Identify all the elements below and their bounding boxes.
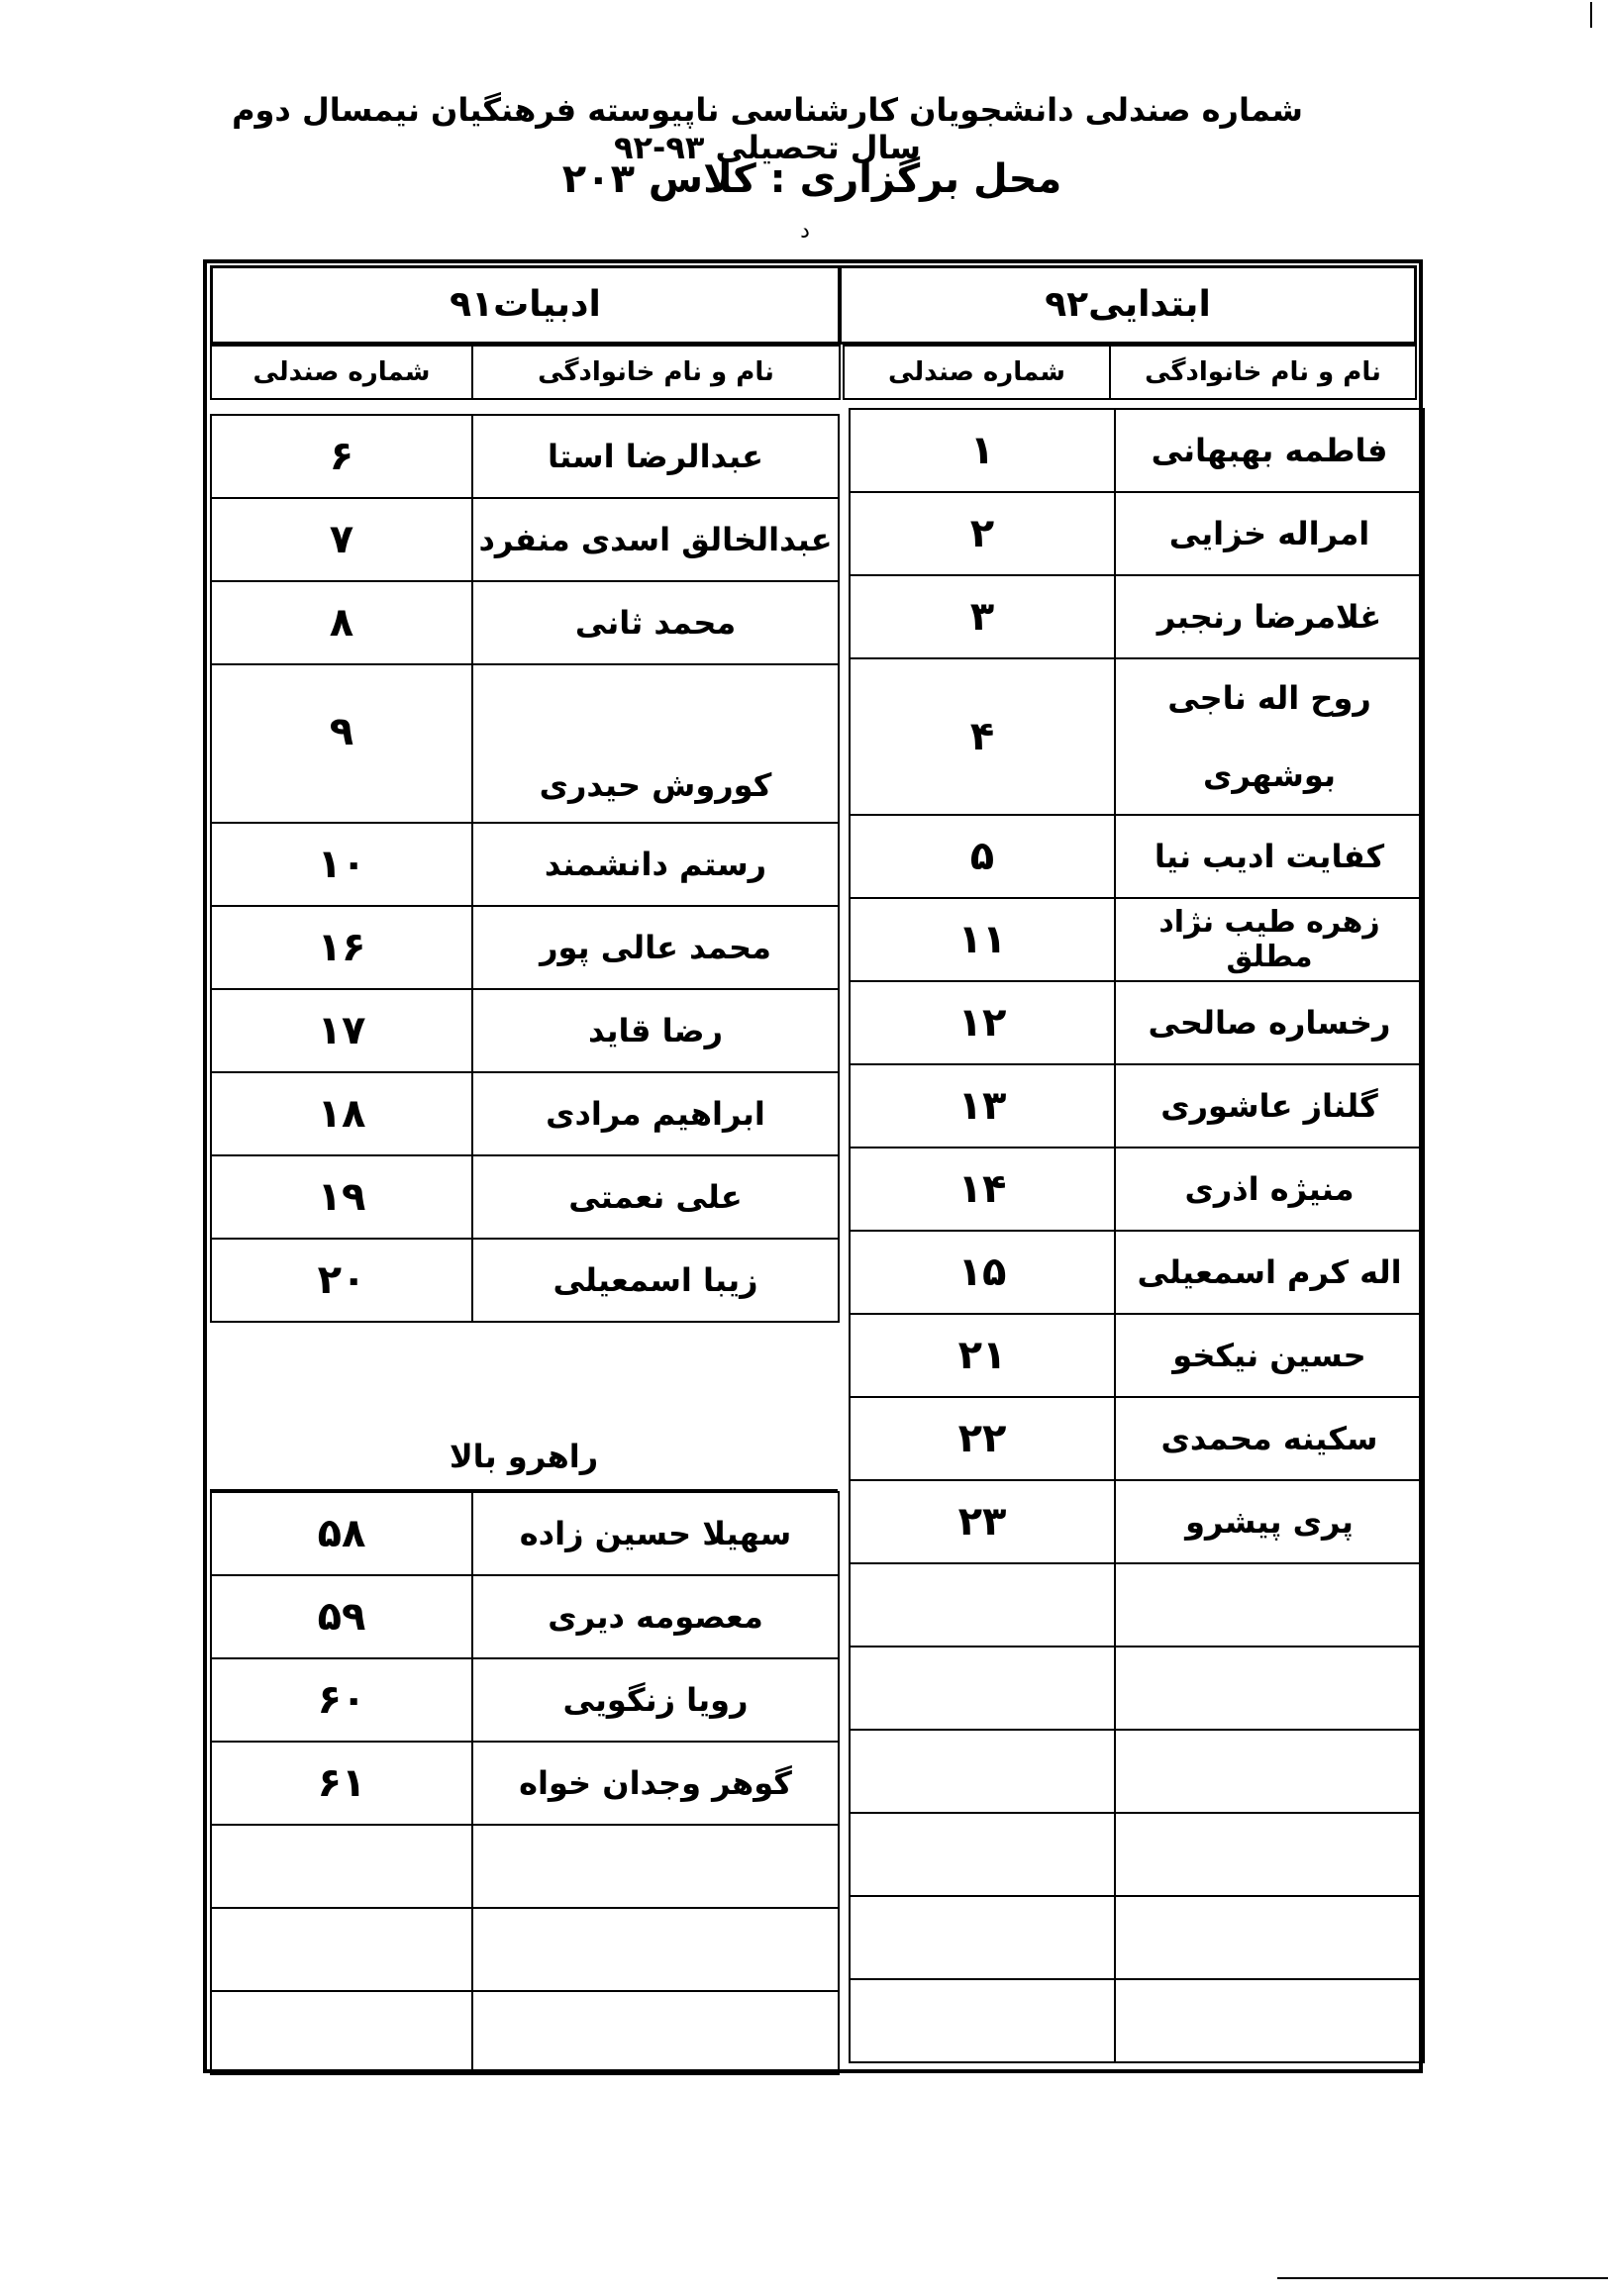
left-group-table-after-corridor	[210, 1491, 840, 2075]
table-row	[211, 581, 839, 664]
student-name: کوروش حیدری	[472, 664, 839, 823]
seat-number: ۲۳	[850, 1480, 1115, 1563]
table-row	[211, 1658, 839, 1742]
student-name: زهره طیب نژاد مطلق	[1115, 898, 1424, 981]
table-row	[850, 1148, 1424, 1231]
table-row	[850, 1314, 1424, 1397]
student-name: عبدالرضا استا	[472, 415, 839, 498]
table-row	[211, 1575, 839, 1658]
seat-number: ۲	[850, 492, 1115, 575]
right-col-name-header: نام و نام خانوادگی	[1109, 345, 1417, 400]
student-name: سهیلا حسین زاده	[472, 1492, 839, 1575]
empty-cell	[1115, 1813, 1424, 1896]
seat-number: ۱۷	[211, 989, 472, 1072]
empty-cell	[850, 1896, 1115, 1979]
seat-number: ۱۶	[211, 906, 472, 989]
empty-row	[850, 1896, 1424, 1979]
empty-cell	[850, 1979, 1115, 2062]
seat-number: ۶۱	[211, 1742, 472, 1825]
seat-number: ۳	[850, 575, 1115, 658]
student-name: گلناز عاشوری	[1115, 1064, 1424, 1148]
student-name: رستم دانشمند	[472, 823, 839, 906]
empty-row	[850, 1563, 1424, 1647]
left-col-seat-header: شماره صندلی	[210, 345, 473, 400]
right-group-header: ابتدایی۹۲	[839, 265, 1417, 345]
empty-row	[850, 1813, 1424, 1896]
empty-cell	[211, 1991, 472, 2074]
table-row	[211, 1492, 839, 1575]
student-name: علی نعمتی	[472, 1155, 839, 1239]
table-row	[211, 989, 839, 1072]
seat-number: ۱۰	[211, 823, 472, 906]
student-name: محمد ثانی	[472, 581, 839, 664]
empty-row	[850, 1647, 1424, 1730]
table-row	[211, 906, 839, 989]
scan-mark	[1590, 2, 1592, 28]
empty-cell	[472, 1825, 839, 1908]
student-name: سکینه محمدی	[1115, 1397, 1424, 1480]
seat-number: ۸	[211, 581, 472, 664]
empty-row	[850, 1979, 1424, 2062]
left-group-table	[210, 414, 840, 1323]
seat-number: ۱۲	[850, 981, 1115, 1064]
student-name: رضا قاید	[472, 989, 839, 1072]
student-name: رخساره صالحی	[1115, 981, 1424, 1064]
empty-cell	[211, 1825, 472, 1908]
page-title: شماره صندلی دانشجویان کارشناسی ناپیوسته فرهنگیان نیمسال دوم سال تحصیلی ۹۳-۹۲	[232, 91, 1303, 166]
seat-number: ۴	[850, 658, 1115, 815]
seat-number: ۶۰	[211, 1658, 472, 1742]
table-row	[850, 898, 1424, 981]
corridor-label: راهرو بالا	[210, 1327, 838, 1491]
table-row	[211, 664, 839, 823]
table-row	[850, 1231, 1424, 1314]
table-row	[850, 658, 1424, 815]
seat-number: ۱۸	[211, 1072, 472, 1155]
student-name: غلامرضا رنجبر	[1115, 575, 1424, 658]
seat-number: ۱۴	[850, 1148, 1115, 1231]
student-name: معصومه دیری	[472, 1575, 839, 1658]
student-name: روح اله ناجی بوشهری	[1115, 658, 1424, 815]
student-name: زیبا اسمعیلی	[472, 1239, 839, 1322]
subtitle-text: محل برگزاری : کلاس ۲۰۳	[561, 156, 1062, 202]
table-row	[211, 1072, 839, 1155]
seat-number: ۷	[211, 498, 472, 581]
seat-number: ۵۸	[211, 1492, 472, 1575]
empty-cell	[472, 1908, 839, 1991]
empty-cell	[1115, 1896, 1424, 1979]
seat-number: ۹	[211, 664, 472, 823]
table-row	[850, 1064, 1424, 1148]
table-row	[850, 1397, 1424, 1480]
student-name: رویا زنگویی	[472, 1658, 839, 1742]
student-name: ابراهیم مرادی	[472, 1072, 839, 1155]
student-name: اله کرم اسمعیلی	[1115, 1231, 1424, 1314]
table-row	[850, 409, 1424, 492]
empty-cell	[211, 1908, 472, 1991]
table-row	[211, 415, 839, 498]
student-name: عبدالخالق اسدی منفرد	[472, 498, 839, 581]
seat-number: ۱۳	[850, 1064, 1115, 1148]
table-row	[211, 823, 839, 906]
table-row	[850, 492, 1424, 575]
empty-cell	[850, 1813, 1115, 1896]
empty-cell	[1115, 1730, 1424, 1813]
seat-number: ۵۹	[211, 1575, 472, 1658]
seat-number: ۱	[850, 409, 1115, 492]
empty-cell	[1115, 1563, 1424, 1647]
seat-number: ۱۹	[211, 1155, 472, 1239]
page-subtitle	[554, 156, 1069, 248]
table-row	[211, 498, 839, 581]
empty-cell	[850, 1730, 1115, 1813]
empty-cell	[1115, 1647, 1424, 1730]
empty-row	[211, 1908, 839, 1991]
right-col-seat-header: شماره صندلی	[843, 345, 1111, 400]
student-name: فاطمه بهبهانی	[1115, 409, 1424, 492]
table-row	[211, 1239, 839, 1322]
empty-row	[211, 1991, 839, 2074]
empty-row	[211, 1825, 839, 1908]
seat-number: ۲۲	[850, 1397, 1115, 1480]
seat-number: ۵	[850, 815, 1115, 898]
table-row	[850, 981, 1424, 1064]
empty-cell	[850, 1563, 1115, 1647]
student-name: کفایت ادیب نیا	[1115, 815, 1424, 898]
student-name: گوهر وجدان خواه	[472, 1742, 839, 1825]
student-name: منیژه اذری	[1115, 1148, 1424, 1231]
seat-number: ۱۵	[850, 1231, 1115, 1314]
empty-cell	[850, 1647, 1115, 1730]
student-name: امراله خزایی	[1115, 492, 1424, 575]
seat-number: ۲۰	[211, 1239, 472, 1322]
table-row	[211, 1155, 839, 1239]
student-name: پری پیشرو	[1115, 1480, 1424, 1563]
table-row	[211, 1742, 839, 1825]
left-group-header: ادبیات۹۱	[210, 265, 841, 345]
right-group-table	[849, 408, 1425, 2063]
seat-number: ۶	[211, 415, 472, 498]
empty-row	[850, 1730, 1424, 1813]
empty-cell	[1115, 1979, 1424, 2062]
table-row	[850, 815, 1424, 898]
student-name: محمد عالی پور	[472, 906, 839, 989]
table-row	[850, 1480, 1424, 1563]
table-row	[850, 575, 1424, 658]
seat-number: ۱۱	[850, 898, 1115, 981]
footer-rule	[1277, 2277, 1608, 2279]
left-col-name-header: نام و نام خانوادگی	[471, 345, 841, 400]
seat-number: ۲۱	[850, 1314, 1115, 1397]
empty-cell	[472, 1991, 839, 2074]
subtitle-mark: د	[800, 219, 810, 244]
student-name: حسین نیکخو	[1115, 1314, 1424, 1397]
